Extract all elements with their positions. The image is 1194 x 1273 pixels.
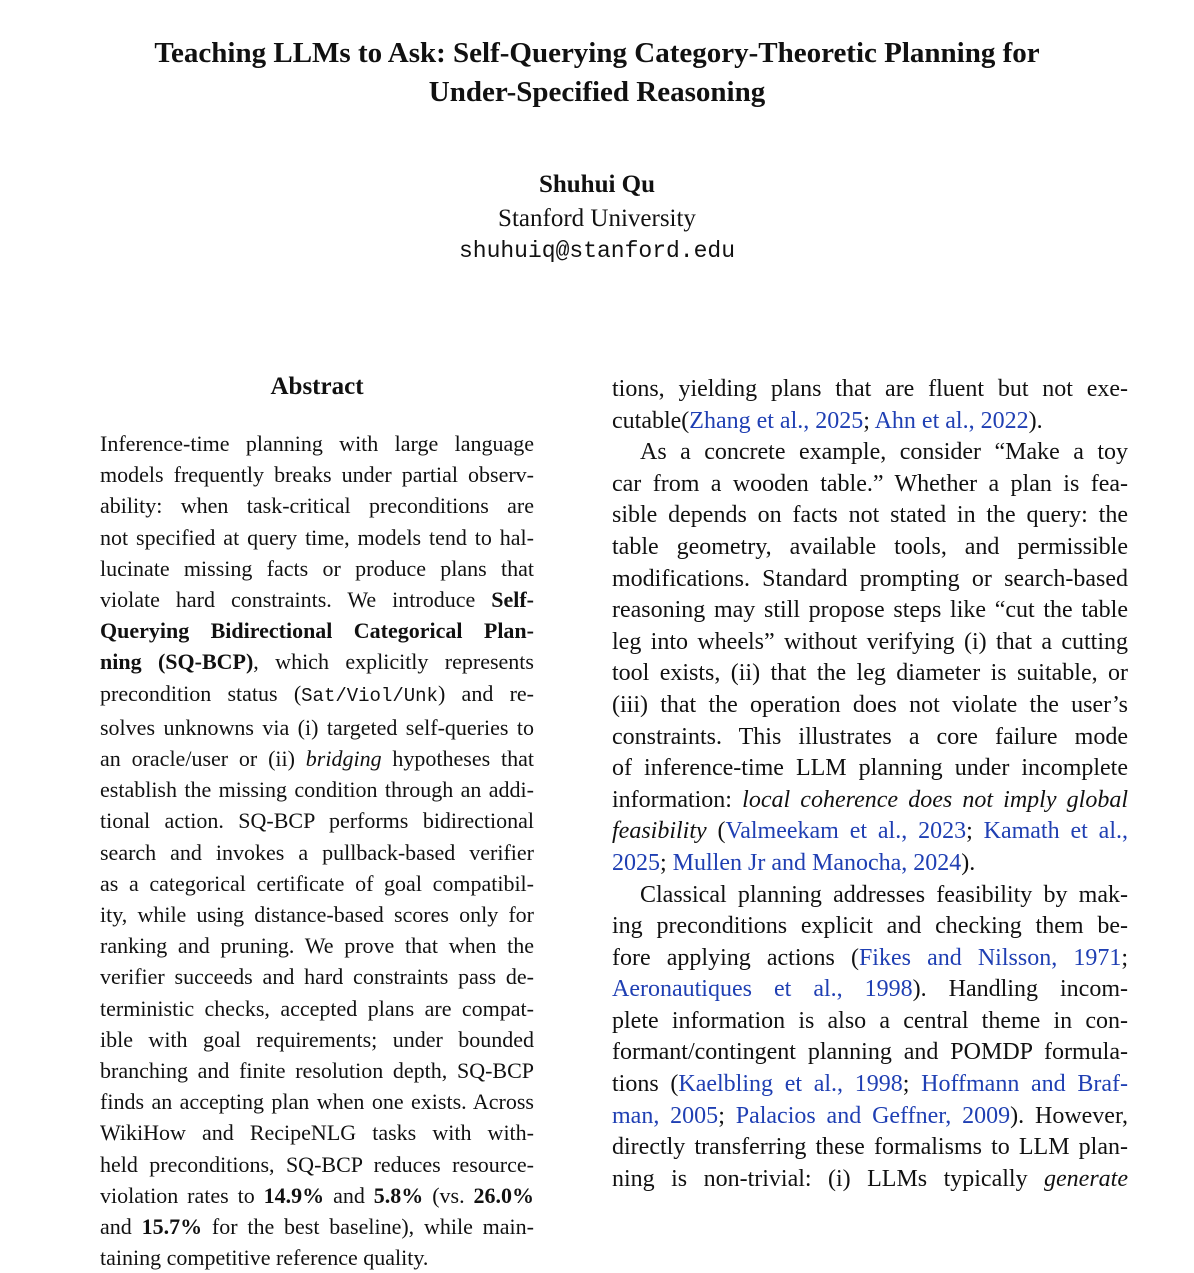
emphasis-italic: local coherence does not imply global (742, 786, 1129, 813)
abstract-line: lucinate missing facts or produce plans that (100, 555, 534, 581)
body-line (612, 943, 1128, 975)
body-text: cutable( (612, 407, 690, 434)
abstract-line: branching and finite resolution depth, SQ-BCP (100, 1058, 534, 1084)
body-line (612, 848, 1128, 880)
abstract-line: not specified at query time, models tend to hal- (100, 524, 534, 550)
body-line: of inference-time LLM planning under incomplete (612, 755, 1128, 782)
body-text: ning is non-trivial: (i) LLMs typically (612, 1165, 1045, 1192)
abstract-line: tional action. SQ-BCP performs bidirectional (100, 808, 534, 834)
abstract-line: solves unknowns via (i) targeted self-queries to (100, 714, 534, 740)
body-line (612, 974, 1128, 1006)
abstract-line (100, 678, 534, 712)
author-affiliation: Stanford University (498, 205, 696, 232)
citation-link[interactable]: Ahn et al., 2022 (874, 407, 1029, 434)
abstract-text: hypotheses that (381, 746, 534, 772)
stat-bold: 26.0% (473, 1182, 535, 1208)
body-text: ; (863, 407, 875, 434)
body-line (612, 1069, 1128, 1101)
citation-link[interactable]: Hoffmann and Braf- (921, 1071, 1129, 1098)
abstract-text: for the best baseline), while main- (202, 1214, 534, 1240)
body-line: tions, yielding plans that are fluent but not exe- (612, 376, 1128, 402)
body-text: ; (660, 849, 673, 876)
body-line: plete information is also a central theme in con- (612, 1007, 1128, 1034)
paper-title (60, 34, 1134, 112)
body-line: ing preconditions explicit and checking them be- (612, 913, 1128, 940)
abstract-text: (vs. (423, 1182, 474, 1208)
body-text: ). (961, 849, 976, 876)
body-line: As a concrete example, consider “Make a toy (640, 439, 1128, 466)
abstract-text: , which explicitly represents (253, 649, 534, 675)
body-line: tool exists, (ii) that the leg diameter is suitable, or (612, 660, 1128, 687)
body-line (612, 785, 1128, 817)
body-text: ). (1028, 407, 1043, 434)
abstract-heading: Abstract (270, 373, 364, 400)
citation-link[interactable]: Valmeekam et al., 2023 (725, 818, 967, 845)
citation-link[interactable]: Kaelbling et al., 1998 (678, 1071, 903, 1098)
stat-bold: 15.7% (141, 1214, 203, 1240)
abstract-text: and (324, 1182, 374, 1208)
method-name-bold: ning (SQ-BCP) (100, 649, 254, 675)
abstract-text: violate hard constraints. We introduce (100, 587, 476, 613)
method-name-bold: Self- (491, 587, 534, 613)
abstract-text: violation rates to (100, 1182, 264, 1208)
abstract-line: held preconditions, SQ-BCP reduces resource- (100, 1151, 534, 1177)
body-text: ). However, (1010, 1102, 1128, 1129)
body-line: table geometry, available tools, and permissible (612, 533, 1128, 560)
status-labels-mono: Sat/Viol/Unk (301, 684, 438, 707)
citation-link[interactable]: Mullen Jr and Manocha, 2024 (672, 849, 962, 876)
body-text: ). Handling incom- (912, 976, 1128, 1003)
author-name: Shuhui Qu (538, 171, 656, 198)
body-line: car from a wooden table.” Whether a plan is fea- (612, 470, 1128, 497)
body-line (612, 816, 1128, 848)
abstract-line: as a categorical certificate of goal compatibil- (100, 870, 534, 896)
body-text: ; (966, 818, 984, 845)
abstract-line: ity, while using distance-based scores only for (100, 902, 534, 928)
citation-link[interactable]: Zhang et al., 2025 (689, 407, 864, 434)
body-line: formant/contingent planning and POMDP formula- (612, 1039, 1128, 1066)
citation-link[interactable]: man, 2005 (612, 1102, 719, 1129)
abstract-line (100, 743, 534, 774)
body-line: directly transferring these formalisms to LLM plan- (612, 1134, 1128, 1161)
title-line-2: Under-Specified Reasoning (428, 76, 766, 108)
abstract-line: Inference-time planning with large language (100, 431, 534, 456)
abstract-line (100, 646, 534, 677)
body-text: fore applying actions ( (612, 944, 859, 971)
citation-link[interactable]: 2025 (612, 849, 660, 876)
abstract-text: precondition status ( (100, 680, 302, 706)
emphasis-italic: generate (1044, 1165, 1128, 1192)
body-line: leg into wheels” without verifying (i) that a cutting (612, 628, 1128, 655)
body-line (612, 1101, 1128, 1133)
citation-link[interactable]: Aeronautiques et al., 1998 (612, 976, 913, 1003)
abstract-line: ible with goal requirements; under bounded (100, 1026, 534, 1052)
abstract-line: establish the missing condition through an addi- (100, 777, 534, 803)
citation-link[interactable]: Kamath et al., (983, 818, 1128, 845)
body-text: ; (902, 1071, 922, 1098)
abstract-body (100, 428, 534, 1273)
citation-link[interactable]: Palacios and Geffner, 2009 (735, 1102, 1011, 1129)
abstract-line (100, 1211, 534, 1242)
stat-bold: 5.8% (373, 1182, 424, 1208)
abstract-line: finds an accepting plan when one exists. Across (100, 1089, 534, 1115)
method-name-bold: Querying Bidirectional Categorical Plan- (100, 618, 534, 644)
body-line: (iii) that the operation does not violate the user’s (612, 691, 1128, 718)
body-line: modifications. Standard prompting or search-based (612, 565, 1128, 592)
abstract-line: WikiHow and RecipeNLG tasks with with- (100, 1120, 534, 1146)
body-line (612, 1164, 1128, 1196)
body-text: information: (612, 786, 743, 813)
stat-bold: 14.9% (263, 1182, 325, 1208)
abstract-text: an oracle/user or (ii) (100, 746, 306, 772)
abstract-line: terministic checks, accepted plans are compat- (100, 995, 534, 1021)
author-block (0, 168, 1194, 268)
author-email: shuhuiq@stanford.edu (458, 238, 736, 264)
bridging-italic: bridging (305, 746, 382, 772)
abstract-line (100, 584, 534, 615)
abstract-line: taining competitive reference quality. (100, 1245, 429, 1271)
abstract-text: and (100, 1214, 142, 1240)
title-line-1: Teaching LLMs to Ask: Self-Querying Category-Theoretic Planning for (154, 37, 1040, 69)
body-text: tions ( (612, 1071, 679, 1098)
emphasis-italic: feasibility (612, 818, 707, 845)
abstract-line: ability: when task-critical preconditions are (100, 493, 534, 519)
abstract-line (100, 1180, 534, 1211)
body-text: ; (718, 1102, 736, 1129)
citation-link[interactable]: Fikes and Nilsson, 1971 (858, 944, 1122, 971)
body-line: constraints. This illustrates a core failure mode (612, 723, 1128, 750)
abstract-line: verifier succeeds and hard constraints pass de- (100, 964, 534, 990)
abstract-line: models frequently breaks under partial observ- (100, 462, 534, 488)
body-line (612, 406, 1128, 438)
body-line: reasoning may still propose steps like “cut the table (612, 597, 1128, 624)
body-line: sible depends on facts not stated in the query: the (612, 502, 1128, 529)
body-line: Classical planning addresses feasibility by mak- (640, 881, 1128, 908)
abstract-line: search and invokes a pullback-based verifier (100, 839, 534, 865)
body-text: ( (706, 818, 726, 845)
body-text: ; (1121, 944, 1128, 971)
intro-body (612, 374, 1128, 1195)
abstract-line: ranking and pruning. We prove that when the (100, 933, 534, 959)
abstract-text: ) and re- (437, 680, 534, 706)
